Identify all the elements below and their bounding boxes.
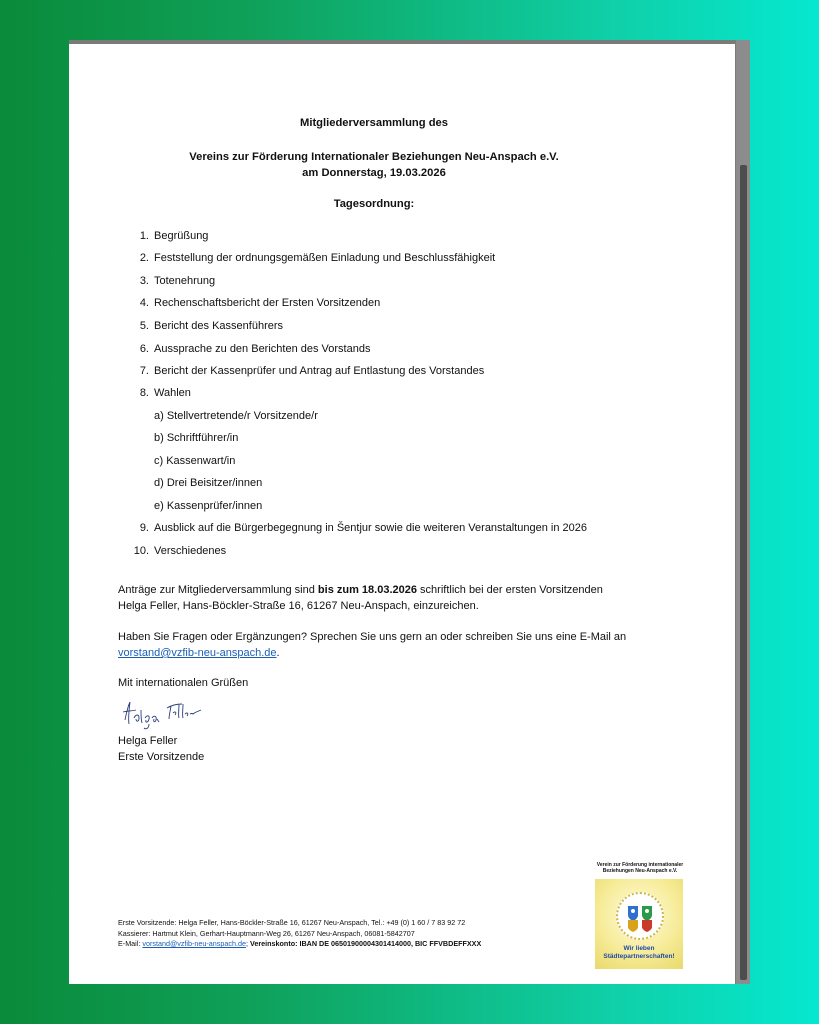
- document-viewer: [69, 40, 750, 984]
- agenda-number: 4.: [139, 297, 149, 309]
- footer-line-3: [118, 939, 481, 950]
- footer-konto: Vereinskonto: IBAN DE 06501900004301414000, BIC FFVBDEFFXXX: [249, 939, 482, 948]
- fragen-paragraph: [118, 629, 626, 661]
- handwritten-signature: [119, 696, 209, 732]
- vertical-scrollbar[interactable]: [736, 40, 750, 984]
- logo-title-line-2: Beziehungen Neu-Anspach e.V.: [602, 868, 678, 874]
- agenda-text: Begrüßung: [154, 230, 209, 242]
- logo-emblem: [595, 879, 683, 969]
- agenda-text: Ausblick auf die Bürgerbegegnung in Šentjur sowie die weiteren Veranstaltungen in 2026: [154, 522, 587, 534]
- heading-block: [69, 149, 679, 181]
- document-page: [69, 44, 735, 984]
- heading-line-3: am Donnerstag, 19.03.2026: [302, 167, 446, 179]
- antraege-text-end: schriftlich bei der ersten Vorsitzenden: [416, 584, 603, 596]
- fragen-period: .: [276, 647, 280, 659]
- antraege-paragraph: [118, 582, 603, 614]
- logo-star-circle: [616, 892, 664, 940]
- association-logo: [595, 862, 685, 969]
- wahlen-sub-item: e) Kassenprüfer/innen: [154, 500, 263, 512]
- agenda-text: Bericht der Kassenprüfer und Antrag auf Entlastung des Vorstandes: [154, 365, 485, 377]
- wahlen-sub-item: b) Schriftführer/in: [154, 432, 239, 444]
- antraege-deadline: bis zum 18.03.2026: [317, 584, 417, 596]
- scrollbar-thumb[interactable]: [740, 165, 747, 980]
- agenda-number: 3.: [139, 275, 149, 287]
- agenda-number: 2.: [139, 252, 149, 264]
- antraege-line-2: Helga Feller, Hans-Böckler-Straße 16, 61267 Neu-Anspach, einzureichen.: [118, 600, 479, 612]
- heading-line-2: Vereins zur Förderung Internationaler Beziehungen Neu-Anspach e.V.: [189, 151, 559, 163]
- logo-title-line-1: Verein zur Förderung internationaler: [596, 862, 684, 868]
- logo-tagline-2: Städtepartnerschaften!: [603, 953, 675, 960]
- footer-separator: ;: [245, 939, 250, 948]
- footer-email-link[interactable]: vorstand@vzfib-neu-anspach.de: [142, 939, 246, 948]
- agenda-text: Wahlen: [154, 387, 191, 399]
- agenda-title: Tagesordnung:: [333, 198, 415, 210]
- footer-email-label: E-Mail:: [118, 939, 143, 948]
- agenda-number: 7.: [139, 365, 149, 377]
- wahlen-sub-item: d) Drei Beisitzer/innen: [154, 477, 263, 489]
- footer-line-1: Erste Vorsitzende: Helga Feller, Hans-Böckler-Straße 16, 61267 Neu-Anspach, Tel.: +49 (0) 1 60 / 7 83 92 72: [118, 918, 466, 927]
- agenda-text: Verschiedenes: [154, 545, 227, 557]
- greeting: Mit internationalen Grüßen: [118, 677, 249, 689]
- agenda-number: 10.: [133, 545, 149, 557]
- fragen-line-1: Haben Sie Fragen oder Ergänzungen? Sprechen Sie uns gern an oder schreiben Sie uns eine E-Mail an: [118, 631, 627, 643]
- agenda-number: 1.: [139, 230, 149, 242]
- agenda-text: Feststellung der ordnungsgemäßen Einladung und Beschlussfähigkeit: [154, 252, 496, 264]
- fragen-line-2: [118, 645, 626, 661]
- agenda-number: 9.: [139, 522, 149, 534]
- signer-name: Helga Feller: [118, 735, 178, 747]
- agenda-number: 6.: [139, 343, 149, 355]
- antraege-text: Anträge zur Mitgliederversammlung sind: [118, 584, 318, 596]
- coats-of-arms-icon: [618, 894, 662, 938]
- footer: [118, 918, 481, 950]
- agenda-text: Rechenschaftsbericht der Ersten Vorsitzenden: [154, 297, 381, 309]
- heading-line-1: Mitgliederversammlung des: [300, 117, 448, 129]
- signer-block: [118, 733, 204, 765]
- agenda-text: Aussprache zu den Berichten des Vorstands: [154, 343, 371, 355]
- footer-line-2: Kassierer: Hartmut Klein, Gerhart-Hauptmann-Weg 26, 61267 Neu-Anspach, 06081-5842707: [118, 928, 415, 938]
- agenda-number: 5.: [139, 320, 149, 332]
- agenda-text: Totenehrung: [154, 275, 216, 287]
- logo-tagline-1: Wir lieben: [623, 945, 655, 952]
- signer-role: Erste Vorsitzende: [118, 751, 205, 763]
- agenda-number: 8.: [139, 387, 149, 399]
- logo-title: [595, 862, 685, 874]
- antraege-line-1: [118, 582, 603, 598]
- wahlen-sub-item: c) Kassenwart/in: [154, 455, 236, 467]
- email-link[interactable]: vorstand@vzfib-neu-anspach.de: [118, 647, 277, 659]
- wahlen-sub-item: a) Stellvertretende/r Vorsitzende/r: [154, 410, 318, 422]
- agenda-text: Bericht des Kassenführers: [154, 320, 284, 332]
